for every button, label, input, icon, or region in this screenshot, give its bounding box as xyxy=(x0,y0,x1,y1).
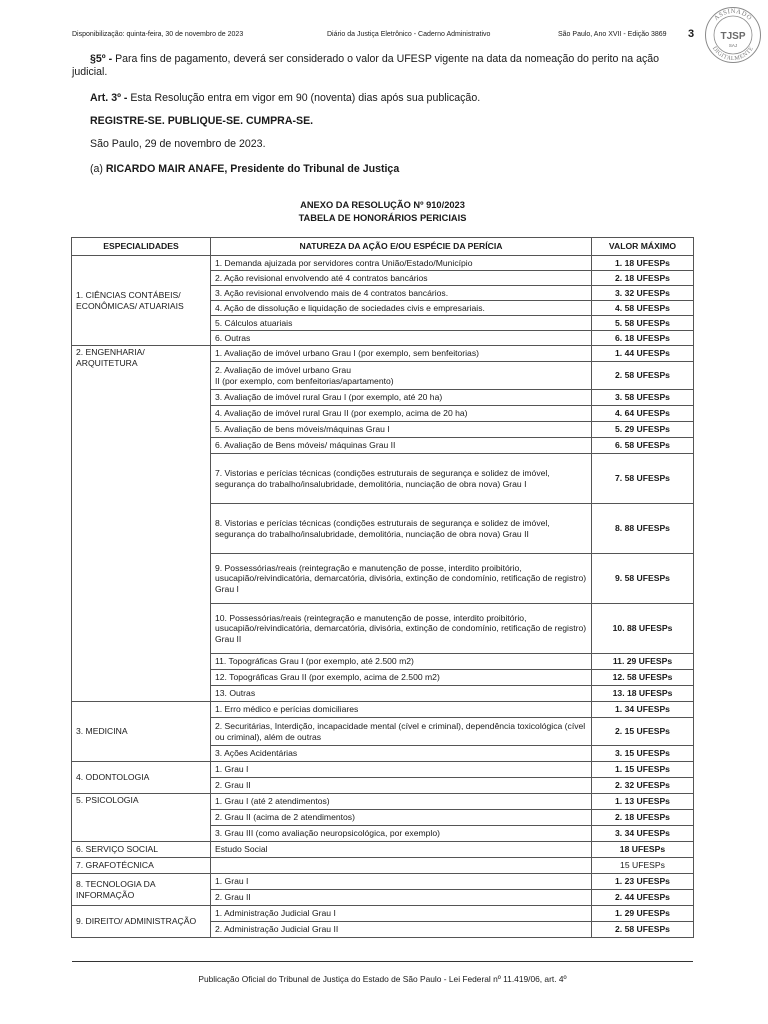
article-3-text: Esta Resolução entra em vigor em 90 (noventa) dias após sua publicação. xyxy=(127,92,481,104)
journal-name: Diário da Justiça Eletrônico - Caderno Administrativo xyxy=(327,31,491,38)
max-value-cell: 7. 58 UFESPs xyxy=(592,454,694,504)
page-header xyxy=(72,28,695,42)
edition-info: São Paulo, Ano XVII - Edição 3869 xyxy=(558,31,667,38)
annex-title: ANEXO DA RESOLUÇÃO Nº 910/2023 xyxy=(300,200,465,210)
nature-cell xyxy=(211,858,592,874)
nature-cell: 1. Erro médico e perícias domiciliares xyxy=(211,702,592,718)
nature-cell: 3. Ações Acidentárias xyxy=(211,746,592,762)
max-value-cell: 3. 34 UFESPs xyxy=(592,826,694,842)
max-value-cell: 2. 18 UFESPs xyxy=(592,271,694,286)
svg-text:ASSINADO xyxy=(713,8,753,22)
table-row xyxy=(72,842,694,858)
max-value-cell: 4. 58 UFESPs xyxy=(592,301,694,316)
max-value-cell: 2. 58 UFESPs xyxy=(592,362,694,390)
nature-cell: 5. Cálculos atuariais xyxy=(211,316,592,331)
digital-signature-seal-icon xyxy=(704,6,762,64)
nature-cell: 1. Administração Judicial Grau I xyxy=(211,906,592,922)
table-row xyxy=(72,794,694,810)
table-row xyxy=(72,906,694,922)
specialty-cell: 7. GRAFOTÉCNICA xyxy=(72,858,211,874)
column-header-max-value: VALOR MÁXIMO xyxy=(592,238,694,256)
footer-divider xyxy=(72,961,693,962)
max-value-cell: 1. 29 UFESPs xyxy=(592,906,694,922)
nature-cell: 2. Securitárias, Interdição, incapacidade mental (cível e criminal), dependência toxicológica (cível ou criminal), além de outras xyxy=(211,718,592,746)
nature-cell: Estudo Social xyxy=(211,842,592,858)
specialty-cell: 6. SERVIÇO SOCIAL xyxy=(72,842,211,858)
annex-subtitle: TABELA DE HONORÁRIOS PERICIAIS xyxy=(298,213,467,223)
max-value-cell: 3. 15 UFESPs xyxy=(592,746,694,762)
max-value-cell: 6. 58 UFESPs xyxy=(592,438,694,454)
max-value-cell: 1. 44 UFESPs xyxy=(592,346,694,362)
max-value-cell: 1. 15 UFESPs xyxy=(592,762,694,778)
max-value-cell: 18 UFESPs xyxy=(592,842,694,858)
max-value-cell: 2. 58 UFESPs xyxy=(592,922,694,938)
table-row xyxy=(72,346,694,362)
nature-cell: 2. Grau II xyxy=(211,778,592,794)
nature-cell: 2. Ação revisional envolvendo até 4 contratos bancários xyxy=(211,271,592,286)
table-row xyxy=(72,762,694,778)
nature-cell: 1. Grau I (até 2 atendimentos) xyxy=(211,794,592,810)
max-value-cell: 8. 88 UFESPs xyxy=(592,504,694,554)
table-header-row xyxy=(72,238,694,256)
nature-cell: 7. Vistorias e perícias técnicas (condições estruturais de segurança e solidez de imóvel, segurança do trabalho/insalubridade, demolitória, nunciação de obra nova) Grau I xyxy=(211,454,592,504)
max-value-cell: 1. 23 UFESPs xyxy=(592,874,694,890)
nature-cell: 3. Ação revisional envolvendo mais de 4 contratos bancários. xyxy=(211,286,592,301)
paragraph-5-text: Para fins de pagamento, deverá ser considerado o valor da UFESP vigente na data da nomeação do perito na ação judicial. xyxy=(72,53,660,78)
seal-logo: TJSP xyxy=(720,31,746,42)
max-value-cell: 13. 18 UFESPs xyxy=(592,686,694,702)
signature-line xyxy=(72,163,713,176)
max-value-cell: 15 UFESPs xyxy=(592,858,694,874)
max-value-cell: 5. 58 UFESPs xyxy=(592,316,694,331)
paragraph-5 xyxy=(72,53,695,79)
nature-cell: 2. Administração Judicial Grau II xyxy=(211,922,592,938)
max-value-cell: 1. 18 UFESPs xyxy=(592,256,694,271)
seal-sub: SAJ xyxy=(728,43,738,48)
specialty-cell: 4. ODONTOLOGIA xyxy=(72,762,211,794)
nature-cell: 3. Avaliação de imóvel rural Grau I (por exemplo, até 20 ha) xyxy=(211,390,592,406)
seal-bottom-text: DIGITALMENTE xyxy=(710,45,756,63)
nature-cell: 2. Grau II (acima de 2 atendimentos) xyxy=(211,810,592,826)
max-value-cell: 2. 32 UFESPs xyxy=(592,778,694,794)
max-value-cell: 4. 64 UFESPs xyxy=(592,406,694,422)
table-row xyxy=(72,858,694,874)
paragraph-5-lead: §5º - xyxy=(90,53,113,65)
nature-cell: 1. Avaliação de imóvel urbano Grau I (por exemplo, sem benfeitorias) xyxy=(211,346,592,362)
max-value-cell: 12. 58 UFESPs xyxy=(592,670,694,686)
place-date: São Paulo, 29 de novembro de 2023. xyxy=(90,138,266,150)
specialty-cell: 5. PSICOLOGIA xyxy=(72,794,211,842)
max-value-cell: 6. 18 UFESPs xyxy=(592,331,694,346)
nature-cell: 9. Possessórias/reais (reintegração e manutenção de posse, interdito proibitório, usucapião/reivindicatória, demarcatória, divisória, extinção de condomínio, retificação de registro) Grau I xyxy=(211,554,592,604)
page-number: 3 xyxy=(688,28,695,40)
nature-cell: 5. Avaliação de bens móveis/máquinas Grau I xyxy=(211,422,592,438)
specialty-cell: 9. DIREITO/ ADMINISTRAÇÃO xyxy=(72,906,211,938)
table-row xyxy=(72,702,694,718)
column-header-specialties: ESPECIALIDADES xyxy=(72,238,211,256)
nature-cell: 2. Avaliação de imóvel urbano Grau II (por exemplo, com benfeitorias/apartamento) xyxy=(211,362,592,390)
specialty-cell: 1. CIÊNCIAS CONTÁBEIS/ ECONÔMICAS/ ATUARIAIS xyxy=(72,256,211,346)
max-value-cell: 5. 29 UFESPs xyxy=(592,422,694,438)
nature-cell: 11. Topográficas Grau I (por exemplo, até 2.500 m2) xyxy=(211,654,592,670)
max-value-cell: 10. 88 UFESPs xyxy=(592,604,694,654)
max-value-cell: 3. 58 UFESPs xyxy=(592,390,694,406)
signatory-name: RICARDO MAIR ANAFE, Presidente do Tribunal de Justiça xyxy=(105,163,400,175)
table-row xyxy=(72,256,694,271)
article-3 xyxy=(72,92,713,105)
max-value-cell: 9. 58 UFESPs xyxy=(592,554,694,604)
annex-heading xyxy=(72,199,693,225)
fees-table-body xyxy=(72,256,694,938)
nature-cell: 4. Ação de dissolução e liquidação de sociedades civis e empresariais. xyxy=(211,301,592,316)
specialty-cell: 8. TECNOLOGIA DA INFORMAÇÃO xyxy=(72,874,211,906)
seal-top-text: ASSINADO xyxy=(712,7,754,23)
max-value-cell: 11. 29 UFESPs xyxy=(592,654,694,670)
max-value-cell: 2. 15 UFESPs xyxy=(592,718,694,746)
page-footer: Publicação Oficial do Tribunal de Justiça do Estado de São Paulo - Lei Federal nº 11.419/06, art. 4º xyxy=(198,974,567,984)
nature-cell: 1. Grau I xyxy=(211,762,592,778)
specialty-cell: 3. MEDICINA xyxy=(72,702,211,762)
nature-cell: 8. Vistorias e perícias técnicas (condições estruturais de segurança e solidez de imóvel, segurança do trabalho/insalubridade, demolitória, nunciação de obra nova) Grau II xyxy=(211,504,592,554)
max-value-cell: 1. 34 UFESPs xyxy=(592,702,694,718)
fees-table xyxy=(71,237,694,938)
nature-cell: 13. Outras xyxy=(211,686,592,702)
max-value-cell: 2. 44 UFESPs xyxy=(592,890,694,906)
max-value-cell: 2. 18 UFESPs xyxy=(592,810,694,826)
nature-cell: 10. Possessórias/reais (reintegração e manutenção de posse, interdito proibitório, usucapião/reivindicatória, demarcatória, divisória, extinção de condomínio, retificação de registro) Grau II xyxy=(211,604,592,654)
max-value-cell: 1. 13 UFESPs xyxy=(592,794,694,810)
nature-cell: 1. Demanda ajuizada por servidores contra União/Estado/Município xyxy=(211,256,592,271)
nature-cell: 12. Topográficas Grau II (por exemplo, acima de 2.500 m2) xyxy=(211,670,592,686)
nature-cell: 3. Grau III (como avaliação neuropsicológica, por exemplo) xyxy=(211,826,592,842)
nature-cell: 6. Outras xyxy=(211,331,592,346)
availability-date: Disponibilização: quinta-feira, 30 de novembro de 2023 xyxy=(72,31,244,38)
nature-cell: 6. Avaliação de Bens móveis/ máquinas Grau II xyxy=(211,438,592,454)
signature-prefix: (a) xyxy=(90,163,106,175)
nature-cell: 2. Grau II xyxy=(211,890,592,906)
max-value-cell: 3. 32 UFESPs xyxy=(592,286,694,301)
registration-order: REGISTRE-SE. PUBLIQUE-SE. CUMPRA-SE. xyxy=(90,115,314,127)
nature-cell: 1. Grau I xyxy=(211,874,592,890)
nature-cell: 4. Avaliação de imóvel rural Grau II (por exemplo, acima de 20 ha) xyxy=(211,406,592,422)
column-header-nature: NATUREZA DA AÇÃO E/OU ESPÉCIE DA PERÍCIA xyxy=(211,238,592,256)
specialty-cell: 2. ENGENHARIA/ ARQUITETURA xyxy=(72,346,211,702)
table-row xyxy=(72,874,694,890)
article-3-lead: Art. 3º - xyxy=(90,92,128,104)
